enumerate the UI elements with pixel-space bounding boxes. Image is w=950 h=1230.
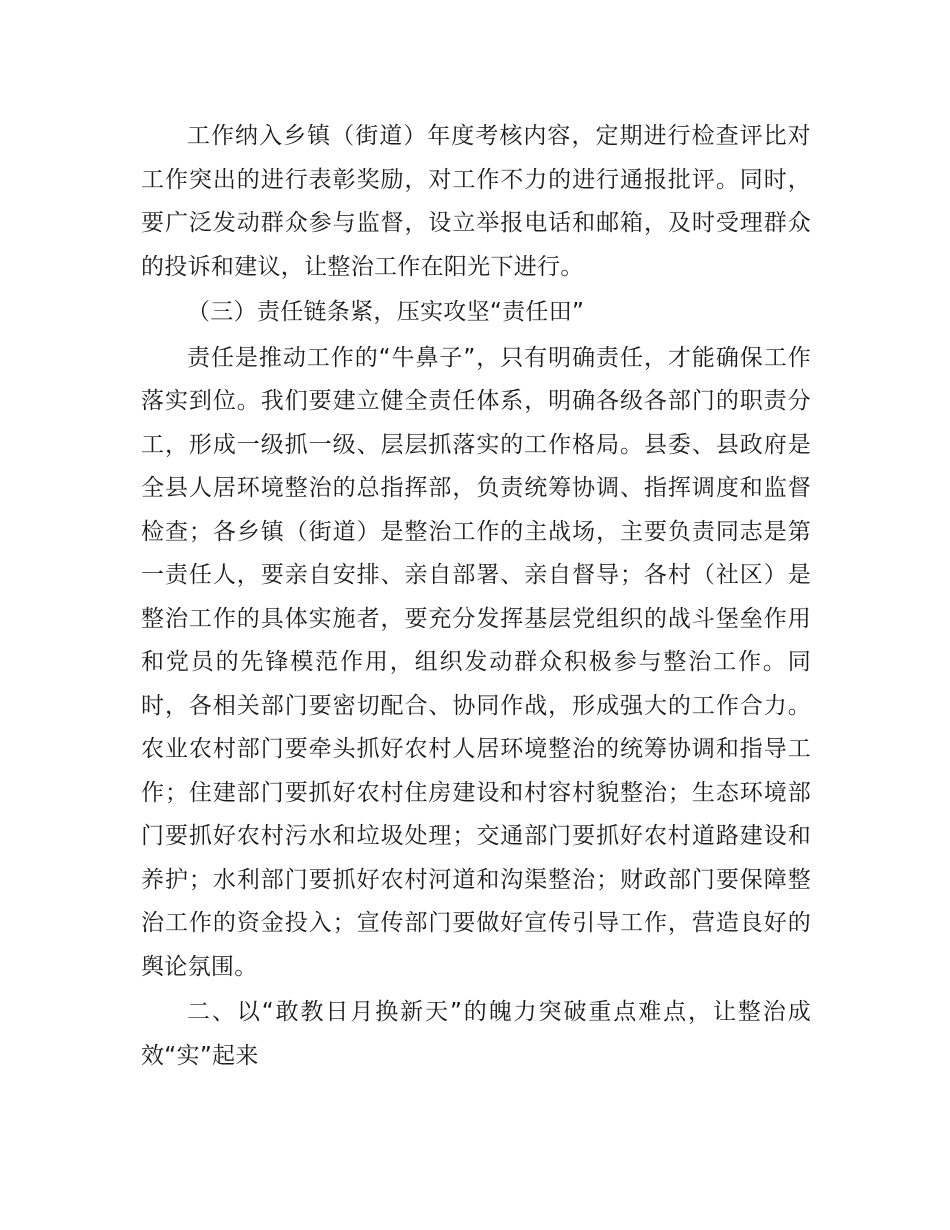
paragraph-assessment-supervision: 工作纳入乡镇（街道）年度考核内容，定期进行检查评比对工作突出的进行表彰奖励，对工作不力的进行通报批评。同时，要广泛发动群众参与监督，设立举报电话和邮箱，及时受理群众的投诉和建议，让整治工作在阳光下进行。 — [141, 123, 811, 280]
section-heading-responsibility: （三）责任链条紧，压实攻坚“责任田” — [187, 299, 585, 325]
document-body — [141, 115, 811, 1080]
paragraph-responsibility-system: 责任是推动工作的“牛鼻子”，只有明确责任，才能确保工作落实到位。我们要建立健全责任体系，明确各级各部门的职责分工，形成一级抓一级、层层抓落实的工作格局。县委、县政府是全县人居环境整治的总指挥部，负责统筹协调、指挥调度和监督检查；各乡镇（街道）是整治工作的主战场，主要负责同志是第一责任人，要亲自安排、亲自部署、亲自督导；各村（社区）是整治工作的具体实施者，要充分发挥基层党组织的战斗堡垒作用和党员的先锋模范作用，组织发动群众积极参与整治工作。同时，各相关部门要密切配合、协同作战，形成强大的工作合力。农业农村部门要牵头抓好农村人居环境整治的统筹协调和指导工作；住建部门要抓好农村住房建设和村容村貌整治；生态环境部门要抓好农村污水和垃圾处理；交通部门要抓好农村道路建设和养护；水利部门要抓好农村河道和沟渠整治；财政部门要保障整治工作的资金投入；宣传部门要做好宣传引导工作，营造良好的舆论氛围。 — [141, 344, 811, 980]
section-heading-breakthrough: 二、以“敢教日月换新天”的魄力突破重点难点，让整治成效“实”起来 — [141, 999, 811, 1069]
